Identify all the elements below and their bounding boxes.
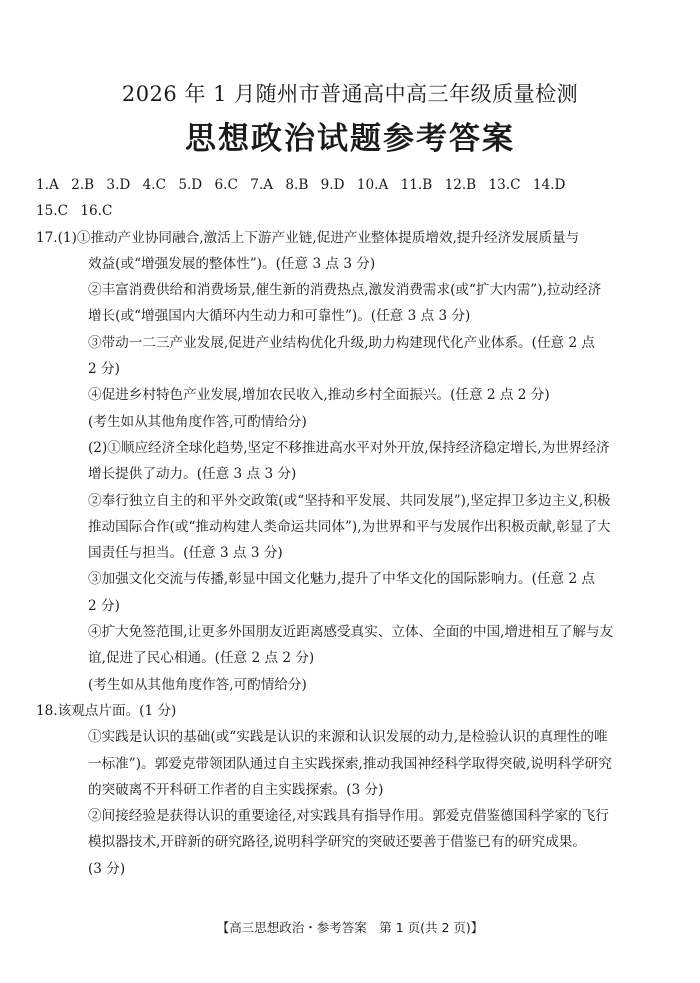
q17-line: ②奉行独立自主的和平外交政策(或“坚持和平发展、共同发展”),坚定捍卫多边主义,积极: [88, 492, 611, 509]
q17-line: 效益(或“增强发展的整体性”)。(任意 3 点 3 分): [88, 255, 376, 272]
mc-answer: 16.C: [80, 203, 113, 220]
q18-line: 18.该观点片面。(1 分): [36, 702, 177, 719]
q17-line: (考生如从其他角度作答,可酌情给分): [88, 413, 307, 430]
mc-answer: 12.B: [444, 177, 477, 193]
q17-line: ④扩大免签范围,让更多外国朋友近距离感受真实、立体、全面的中国,增进相互了解与友: [88, 624, 614, 641]
q18-line: (3 分): [88, 860, 126, 877]
q17-line: ③带动一二三产业发展,促进产业结构优化升级,助力构建现代化产业体系。(任意 2 点: [88, 334, 596, 351]
mc-answer: 6.C: [214, 177, 238, 193]
q18-line: ①实践是认识的基础(或“实践是认识的来源和认识发展的动力,是检验认识的真理性的唯: [88, 729, 608, 746]
q17-line: 国责任与担当。(任意 3 点 3 分): [88, 545, 283, 562]
exam-title: 2026 年 1 月随州市普通高中高三年级质量检测: [121, 82, 579, 106]
mc-answer: 7.A: [250, 177, 274, 193]
q17-line: 增长提供了动力。(任意 3 点 3 分): [88, 466, 297, 483]
mc-answer: 9.D: [320, 177, 345, 193]
mc-answer: 3.D: [106, 177, 131, 193]
mc-answer: 8.B: [285, 177, 309, 193]
q18-line: 的突破离不开科研工作者的自主实践探索。(3 分): [88, 781, 384, 798]
q17-line: (2)①顺应经济全球化趋势,坚定不移推进高水平对外开放,保持经济稳定增长,为世界经济: [88, 439, 610, 456]
q17-line: (考生如从其他角度作答,可酌情给分): [88, 676, 307, 693]
mc-answer: 5.D: [178, 177, 203, 193]
q17-line: 谊,促进了民心相通。(任意 2 点 2 分): [88, 650, 315, 667]
q17-line: 增长(或“增强国内大循环内生动力和可靠性”)。(任意 3 点 3 分): [88, 308, 471, 325]
mc-answer: 1.A: [36, 177, 59, 193]
mc-answer: 11.B: [400, 177, 433, 193]
q17-line: 17.(1)①推动产业协同融合,激活上下游产业链,促进产业整体提质增效,提升经济发展质量与: [36, 229, 580, 246]
q17-line: 推动国际合作(或“推动构建人类命运共同体”),为世界和平与发展作出积极贡献,彰显了大: [88, 518, 611, 535]
mc-answer: 14.D: [532, 177, 566, 193]
q17-line: 2 分): [88, 361, 120, 378]
mc-answer: 13.C: [488, 177, 521, 193]
q17-line: 2 分): [88, 597, 120, 614]
q18-line: 模拟器技术,开辟新的研究路径,说明科学研究的突破还要善于借鉴已有的研究成果。: [88, 834, 587, 851]
q18-line: ②间接经验是获得认识的重要途径,对实践具有指导作用。郭爱克借鉴德国科学家的飞行: [88, 808, 609, 825]
mc-answer: 4.C: [142, 177, 166, 193]
q18-line: 一标准”)。郭爱克带领团队通过自主实践探索,推动我国神经科学取得突破,说明科学研究: [88, 755, 612, 772]
mc-answer: 15.C: [36, 203, 69, 220]
answer-body: [36, 172, 666, 882]
document-title: 思想政治试题参考答案: [185, 121, 515, 157]
page-footer: 【高三思想政治・参考答案 第 1 页(共 2 页)】: [216, 920, 484, 935]
mc-answers-row-1: [36, 172, 666, 198]
mc-answers-row-2: [36, 198, 666, 224]
q17-line: ③加强文化交流与传播,彰显中国文化魅力,提升了中华文化的国际影响力。(任意 2 点: [88, 571, 596, 588]
q17-line: ②丰富消费供给和消费场景,催生新的消费热点,激发消费需求(或“扩大内需”),拉动经济: [88, 282, 602, 299]
mc-answer: 2.B: [71, 177, 95, 193]
q17-line: ④促进乡村特色产业发展,增加农民收入,推动乡村全面振兴。(任意 2 点 2 分): [88, 387, 550, 404]
mc-answer: 10.A: [356, 177, 389, 193]
